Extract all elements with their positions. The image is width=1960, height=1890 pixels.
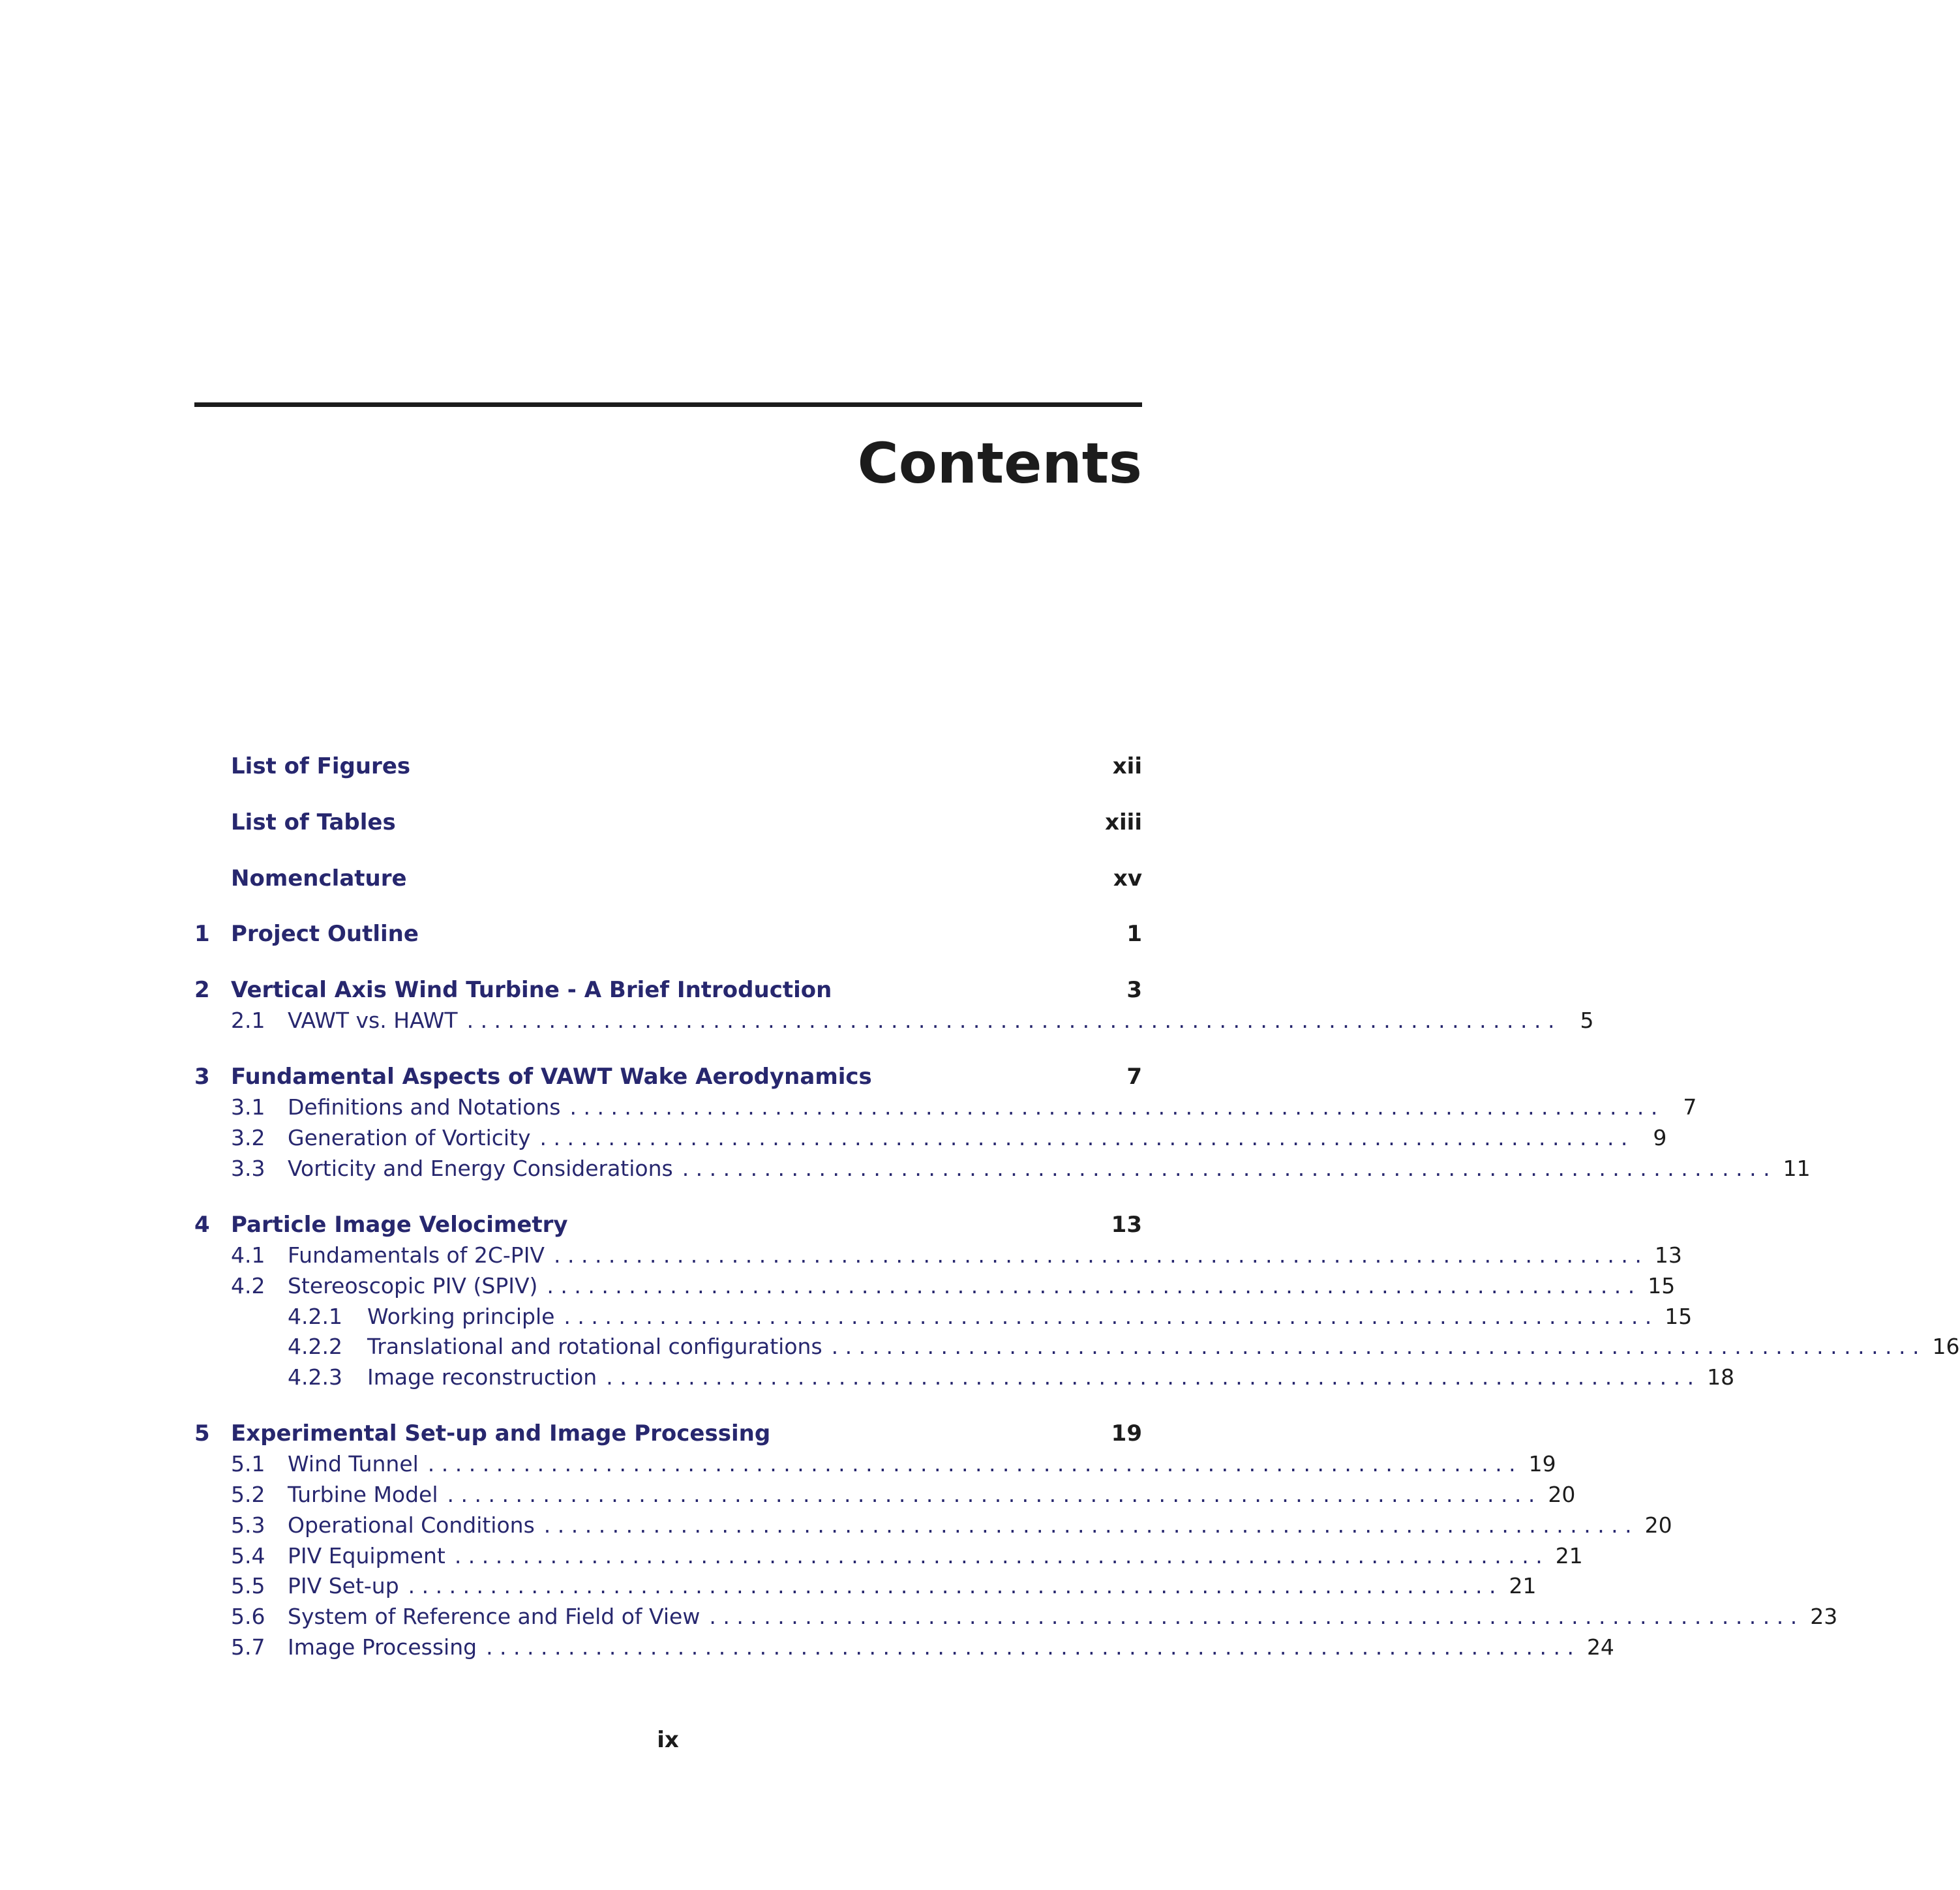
toc-entry-section[interactable]: [194, 1541, 1583, 1571]
toc-entry-number: 5: [194, 1420, 210, 1447]
toc-leader-dots: . . . . . . . . . . . . . . . . . . . . . . . . . . . . . . . . . . . . . . . . . . . . . . . . . . . . . . . . . . . . . . . . . . . . . . . . . . . . . . . .: [539, 1125, 1628, 1150]
toc-entry-label[interactable]: Wind Tunnel: [288, 1451, 419, 1477]
toc-entry-page[interactable]: 13: [1111, 1212, 1142, 1238]
toc-entry-page[interactable]: 15: [1665, 1304, 1693, 1329]
toc-entry-number: 5.7: [231, 1634, 265, 1660]
toc-entry-chapter[interactable]: [194, 807, 1142, 837]
toc-leader-dots: . . . . . . . . . . . . . . . . . . . . . . . . . . . . . . . . . . . . . . . . . . . . . . . . . . . . . . . . . . . . . . . . . . . . . . . . . . . . . . . .: [547, 1273, 1635, 1298]
toc-entry-label[interactable]: Project Outline: [231, 921, 419, 947]
toc-entry-label[interactable]: Operational Conditions: [288, 1512, 535, 1538]
toc-leader-dots: . . . . . . . . . . . . . . . . . . . . . . . . . . . . . . . . . . . . . . . . . . . . . . . . . . . . . . . . . . . . . . . . . . . . . . . . . . . . . . . .: [466, 1008, 1555, 1033]
toc-entry-number: 4.2: [231, 1273, 265, 1298]
toc-entry-section[interactable]: [194, 1510, 1672, 1540]
toc-entry-chapter[interactable]: [194, 1062, 1142, 1092]
toc-entry-page[interactable]: 9: [1653, 1125, 1667, 1150]
toc-entry-number: 5.2: [231, 1482, 265, 1507]
toc-leader-dots: . . . . . . . . . . . . . . . . . . . . . . . . . . . . . . . . . . . . . . . . . . . . . . . . . . . . . . . . . . . . . . . . . . . . . . . . . . . . . . . .: [564, 1304, 1652, 1329]
toc-entry-label[interactable]: Vertical Axis Wind Turbine - A Brief Introduction: [231, 977, 832, 1003]
toc-entry-label[interactable]: Working principle: [367, 1304, 555, 1329]
toc-entry-label[interactable]: Fundamental Aspects of VAWT Wake Aerodynamics: [231, 1064, 872, 1090]
toc-entry-number: 5.1: [231, 1451, 265, 1477]
toc-entry-chapter[interactable]: [194, 1418, 1142, 1448]
toc-entry-page[interactable]: 1: [1126, 921, 1142, 947]
toc-entry-subsection[interactable]: [194, 1302, 1693, 1332]
toc-entry-section[interactable]: [194, 1571, 1537, 1601]
toc-entry-section[interactable]: [194, 1092, 1697, 1122]
toc-entry-number: 5.6: [231, 1604, 265, 1629]
toc-entry-section[interactable]: [194, 1271, 1676, 1301]
toc-leader-dots: . . . . . . . . . . . . . . . . . . . . . . . . . . . . . . . . . . . . . . . . . . . . . . . . . . . . . . . . . . . . . . . . . . . . . . . . . . . . . . . .: [486, 1634, 1574, 1660]
toc-entry-chapter[interactable]: [194, 1210, 1142, 1240]
toc-entry-section[interactable]: [194, 1123, 1667, 1153]
toc-entry-page[interactable]: 20: [1548, 1482, 1576, 1507]
toc-entry-label[interactable]: List of Tables: [231, 809, 396, 835]
toc-entry-page[interactable]: xii: [1112, 753, 1142, 779]
toc-entry-chapter[interactable]: [194, 975, 1142, 1005]
toc-entry-number: 5.4: [231, 1543, 265, 1568]
toc-entry-number: 4: [194, 1212, 210, 1238]
toc-entry-label[interactable]: VAWT vs. HAWT: [288, 1008, 458, 1033]
toc-leader-dots: . . . . . . . . . . . . . . . . . . . . . . . . . . . . . . . . . . . . . . . . . . . . . . . . . . . . . . . . . . . . . . . . . . . . . . . . . . . . . . . .: [447, 1482, 1535, 1507]
toc-entry-number: 4.1: [231, 1242, 265, 1268]
toc-entry-label[interactable]: List of Figures: [231, 753, 411, 779]
toc-entry-label[interactable]: Fundamentals of 2C-PIV: [288, 1242, 545, 1268]
toc-entry-label[interactable]: Image Processing: [288, 1634, 477, 1660]
toc-entry-page[interactable]: 16: [1932, 1334, 1960, 1359]
toc-entry-page[interactable]: 19: [1528, 1451, 1556, 1477]
toc-entry-chapter[interactable]: [194, 751, 1142, 781]
toc-entry-page[interactable]: 18: [1707, 1364, 1735, 1390]
toc-entry-number: 3: [194, 1064, 210, 1090]
toc-entry-chapter[interactable]: [194, 919, 1142, 949]
toc-entry-page[interactable]: 15: [1648, 1273, 1676, 1298]
toc-entry-section[interactable]: [194, 1154, 1811, 1184]
toc-entry-page[interactable]: 13: [1654, 1242, 1682, 1268]
toc-entry-page[interactable]: 5: [1580, 1008, 1594, 1033]
toc-entry-chapter[interactable]: [194, 863, 1142, 893]
toc-entry-label[interactable]: Turbine Model: [288, 1482, 438, 1507]
toc-entry-number: 3.1: [231, 1094, 265, 1120]
toc-entry-number: 5.3: [231, 1512, 265, 1538]
toc-entry-label[interactable]: Particle Image Velocimetry: [231, 1212, 568, 1238]
toc-entry-page[interactable]: 7: [1683, 1094, 1697, 1120]
toc-entry-label[interactable]: Image reconstruction: [367, 1364, 597, 1390]
toc-entry-label[interactable]: Generation of Vorticity: [288, 1125, 531, 1150]
toc-leader-dots: . . . . . . . . . . . . . . . . . . . . . . . . . . . . . . . . . . . . . . . . . . . . . . . . . . . . . . . . . . . . . . . . . . . . . . . . . . . . . . . .: [408, 1573, 1496, 1598]
toc-entry-label[interactable]: Stereoscopic PIV (SPIV): [288, 1273, 538, 1298]
toc-leader-dots: . . . . . . . . . . . . . . . . . . . . . . . . . . . . . . . . . . . . . . . . . . . . . . . . . . . . . . . . . . . . . . . . . . . . . . . . . . . . . . . .: [554, 1242, 1642, 1268]
toc-entry-section[interactable]: [194, 1602, 1838, 1632]
toc-entry-page[interactable]: 3: [1126, 977, 1142, 1003]
toc-entry-section[interactable]: [194, 1480, 1576, 1510]
toc-entry-page[interactable]: 21: [1555, 1543, 1583, 1568]
title-rule: [194, 402, 1142, 407]
toc-entry-page[interactable]: xiii: [1105, 809, 1142, 835]
toc-entry-page[interactable]: 11: [1783, 1156, 1811, 1181]
toc-leader-dots: . . . . . . . . . . . . . . . . . . . . . . . . . . . . . . . . . . . . . . . . . . . . . . . . . . . . . . . . . . . . . . . . . . . . . . . . . . . . . . . .: [682, 1156, 1770, 1181]
toc-entry-section[interactable]: [194, 1449, 1556, 1479]
toc-leader-dots: . . . . . . . . . . . . . . . . . . . . . . . . . . . . . . . . . . . . . . . . . . . . . . . . . . . . . . . . . . . . . . . . . . . . . . . . . . . . . . . .: [427, 1451, 1516, 1477]
toc-leader-dots: . . . . . . . . . . . . . . . . . . . . . . . . . . . . . . . . . . . . . . . . . . . . . . . . . . . . . . . . . . . . . . . . . . . . . . . . . . . . . . . .: [454, 1543, 1543, 1568]
toc-entry-label[interactable]: PIV Set-up: [288, 1573, 399, 1598]
toc-entry-page[interactable]: 7: [1126, 1064, 1142, 1090]
toc-leader-dots: . . . . . . . . . . . . . . . . . . . . . . . . . . . . . . . . . . . . . . . . . . . . . . . . . . . . . . . . . . . . . . . . . . . . . . . . . . . . . . . .: [606, 1364, 1695, 1390]
toc-entry-page[interactable]: 19: [1111, 1420, 1142, 1447]
toc-entry-number: 2.1: [231, 1008, 265, 1033]
toc-entry-label[interactable]: Nomenclature: [231, 865, 407, 892]
toc-entry-number: 1: [194, 921, 210, 947]
toc-entry-label[interactable]: Experimental Set-up and Image Processing: [231, 1420, 771, 1447]
toc-entry-number: 4.2.1: [288, 1304, 342, 1329]
toc-entry-section[interactable]: [194, 1240, 1682, 1270]
page-title: Contents: [857, 431, 1142, 496]
toc-entry-page[interactable]: 23: [1810, 1604, 1838, 1629]
toc-entry-label[interactable]: System of Reference and Field of View: [288, 1604, 701, 1629]
toc-entry-section[interactable]: [194, 1006, 1594, 1036]
toc-entry-label[interactable]: Vorticity and Energy Considerations: [288, 1156, 673, 1181]
toc-entry-number: 2: [194, 977, 210, 1003]
toc-entry-number: 3.3: [231, 1156, 265, 1181]
toc-entry-subsection[interactable]: [194, 1332, 1960, 1362]
toc-entry-number: 3.2: [231, 1125, 265, 1150]
toc-leader-dots: . . . . . . . . . . . . . . . . . . . . . . . . . . . . . . . . . . . . . . . . . . . . . . . . . . . . . . . . . . . . . . . . . . . . . . . . . . . . . . . .: [831, 1334, 1920, 1359]
toc-entry-number: 4.2.3: [288, 1364, 342, 1390]
toc-entry-number: 4.2.2: [288, 1334, 342, 1359]
toc-entry-page[interactable]: 24: [1586, 1634, 1614, 1660]
toc-entry-page[interactable]: xv: [1113, 865, 1142, 892]
toc-entry-page[interactable]: 20: [1644, 1512, 1672, 1538]
toc-entry-label[interactable]: Translational and rotational configurations: [367, 1334, 822, 1359]
toc-leader-dots: . . . . . . . . . . . . . . . . . . . . . . . . . . . . . . . . . . . . . . . . . . . . . . . . . . . . . . . . . . . . . . . . . . . . . . . . . . . . . . . .: [569, 1094, 1658, 1120]
toc-entry-subsection[interactable]: [194, 1362, 1735, 1392]
toc-entry-label[interactable]: Definitions and Notations: [288, 1094, 561, 1120]
toc-entry-section[interactable]: [194, 1632, 1614, 1662]
toc-entry-number: 5.5: [231, 1573, 265, 1598]
toc-leader-dots: . . . . . . . . . . . . . . . . . . . . . . . . . . . . . . . . . . . . . . . . . . . . . . . . . . . . . . . . . . . . . . . . . . . . . . . . . . . . . . . .: [709, 1604, 1798, 1629]
toc-entry-label[interactable]: PIV Equipment: [288, 1543, 445, 1568]
toc-entry-page[interactable]: 21: [1509, 1573, 1537, 1598]
toc-leader-dots: . . . . . . . . . . . . . . . . . . . . . . . . . . . . . . . . . . . . . . . . . . . . . . . . . . . . . . . . . . . . . . . . . . . . . . . . . . . . . . . .: [543, 1512, 1632, 1538]
page-number: ix: [657, 1727, 679, 1753]
